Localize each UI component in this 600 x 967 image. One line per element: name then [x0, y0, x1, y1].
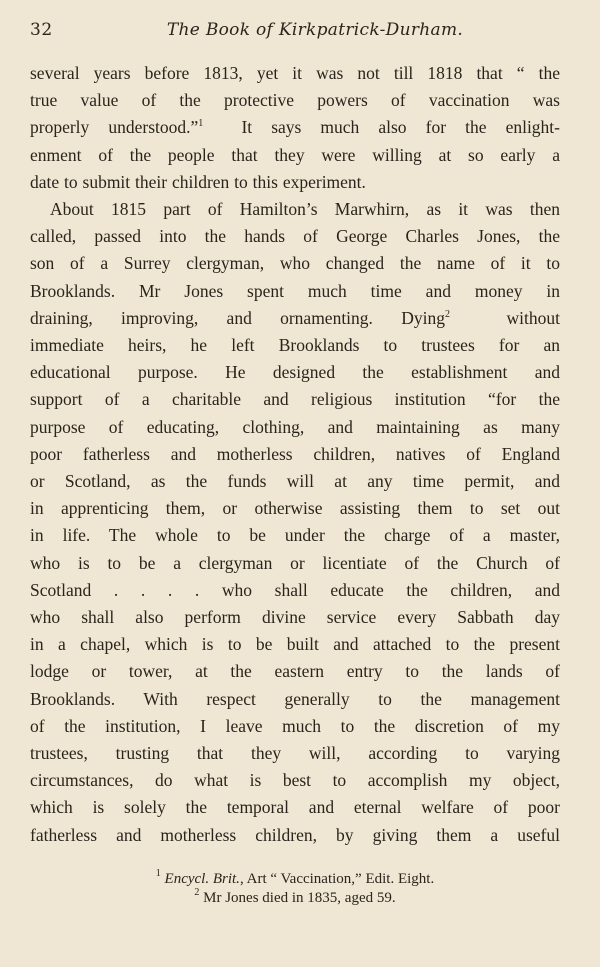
text-line: date to submit their children to this experiment.	[30, 171, 366, 192]
text-line: or Scotland, as the funds will at any time permit, and	[30, 471, 560, 492]
text-line: in apprenticing them, or otherwise assisting them to set out	[30, 498, 560, 519]
text-line: fatherless and motherless children, by giving them a useful	[30, 824, 560, 845]
text-line: son of a Surrey clergyman, who changed the name of it to	[30, 253, 560, 274]
text-line: called, passed into the hands of George Charles Jones, the	[30, 226, 560, 247]
text-line: in life. The whole to be under the charge of a master,	[30, 525, 560, 546]
footnote-mark: 1	[155, 868, 161, 879]
text-line: circumstances, do what is best to accomplish my object,	[30, 770, 560, 791]
footnote-2	[30, 889, 560, 908]
text-fragment: properly understood.”	[30, 117, 199, 138]
text-line: in a chapel, which is to be built and attached to the present	[30, 634, 560, 655]
running-title: The Book of Kirkpatrick-Durham.	[166, 20, 464, 40]
footnote-1	[30, 870, 560, 889]
text-line: educational purpose. He designed the establishment and	[30, 362, 560, 383]
text-line: Scotland . . . . who shall educate the children, and	[30, 579, 560, 600]
page-header	[30, 20, 560, 44]
text-line: who is to be a clergyman or licentiate of the Church of	[30, 552, 560, 573]
footnote-text: Mr Jones died in 1835, aged 59.	[203, 890, 396, 906]
text-fragment: without	[506, 307, 560, 328]
text-line: purpose of educating, clothing, and maintaining as many	[30, 416, 560, 437]
page-number: 32	[30, 20, 53, 40]
footnotes	[30, 870, 560, 908]
footnote-source: Encycl. Brit.	[164, 871, 240, 887]
text-line: support of a charitable and religious institution “for the	[30, 389, 560, 410]
body-text	[30, 60, 560, 849]
footnote-ref-1: 1	[198, 118, 204, 130]
text-fragment: draining, improving, and ornamenting. Dying	[30, 307, 445, 328]
text-line: immediate heirs, he left Brooklands to trustees for an	[30, 335, 560, 356]
text-line: lodge or tower, at the eastern entry to the lands of	[30, 661, 560, 682]
text-line: of the institution, I leave much to the discretion of my	[30, 715, 560, 736]
text-line: About 1815 part of Hamilton’s Marwhirn, as it was then	[50, 199, 560, 220]
text-line: Brooklands. Mr Jones spent much time and money in	[30, 280, 560, 301]
text-line: enment of the people that they were willing at so early a	[30, 144, 560, 165]
footnote-text: , Art “ Vaccination,” Edit. Eight.	[239, 871, 435, 887]
text-line: trustees, trusting that they will, according to varying	[30, 743, 560, 764]
text-line: Brooklands. With respect generally to the management	[30, 688, 560, 709]
text-fragment: It says much also for the enlight-	[241, 117, 560, 138]
text-line: who shall also perform divine service every Sabbath day	[30, 607, 560, 628]
text-line: which is solely the temporal and eternal welfare of poor	[30, 797, 560, 818]
footnote-ref-2: 2	[444, 308, 450, 320]
text-line: true value of the protective powers of vaccination was	[30, 90, 560, 111]
text-line: several years before 1813, yet it was not till 1818 that “ the	[30, 63, 560, 83]
text-line	[30, 114, 560, 141]
text-line: poor fatherless and motherless children, natives of England	[30, 443, 560, 464]
footnote-mark: 2	[194, 887, 200, 898]
text-line	[30, 305, 560, 332]
